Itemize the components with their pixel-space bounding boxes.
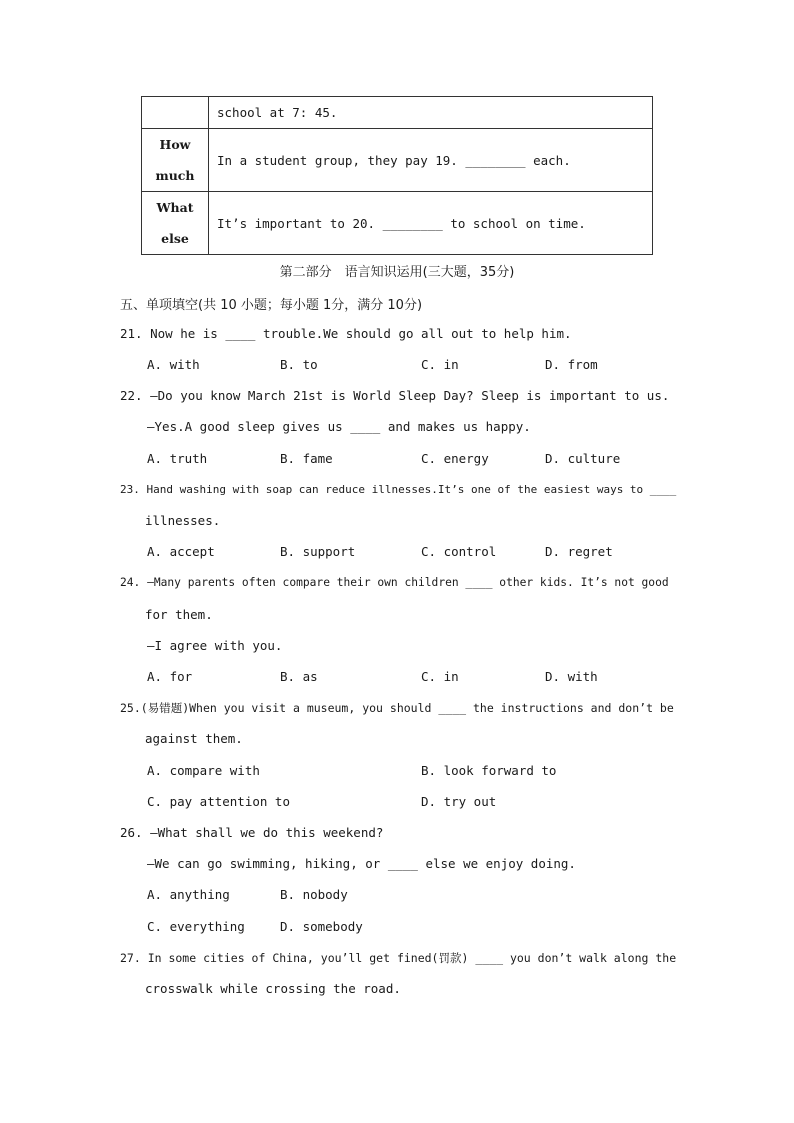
answer-blank-19: ________ [465, 152, 526, 168]
question-24-option-b: B. as [280, 669, 318, 684]
table-row-header: How much [142, 129, 209, 192]
cell-text-before: It’s important to 20. [217, 215, 383, 231]
question-25-option-d: D. try out [421, 794, 497, 809]
question-26-option-c: C. everything [147, 919, 245, 934]
table-row-header: What else [142, 192, 209, 255]
table-cell [209, 129, 653, 192]
question-24-line-2: for them. [145, 607, 213, 622]
question-23-option-c: C. control [421, 544, 497, 559]
question-22-option-a: A. truth [147, 451, 208, 466]
question-26-option-d: D. somebody [280, 919, 363, 934]
part-title: 第二部分 语言知识运用(三大题，35分) [279, 265, 515, 280]
question-26-line-2: —We can go swimming, hiking, or ____ else we enjoy doing. [147, 856, 576, 871]
question-26-line-1: 26. —What shall we do this weekend? [120, 825, 384, 840]
question-21-option-a: A. with [147, 357, 200, 372]
question-21-option-b: B. to [280, 357, 318, 372]
table-cell [209, 192, 653, 255]
info-table [141, 96, 653, 255]
question-27-line-1: 27. In some cities of China, you’ll get fined(罚款) ____ you don’t walk along the [120, 951, 677, 965]
question-25-line-2: against them. [145, 731, 243, 746]
cell-text-before: In a student group, they pay 19. [217, 152, 466, 168]
table-row [142, 192, 653, 255]
question-24-option-c: C. in [421, 669, 459, 684]
question-25-option-a: A. compare with [147, 763, 260, 778]
question-25-option-c: C. pay attention to [147, 794, 290, 809]
question-26-option-a: A. anything [147, 887, 230, 902]
question-21-line-1: 21. Now he is ____ trouble.We should go all out to help him. [120, 326, 572, 341]
table-row [142, 97, 653, 129]
question-22-line-1: 22. —Do you know March 21st is World Sleep Day? Sleep is important to us. [120, 388, 670, 403]
question-23-line-2: illnesses. [145, 513, 221, 528]
question-22-line-2: —Yes.A good sleep gives us ____ and makes us happy. [147, 419, 531, 434]
question-22-option-b: B. fame [280, 451, 333, 466]
question-26-option-b: B. nobody [280, 887, 348, 902]
cell-text-after: to school on time. [442, 215, 586, 231]
cell-text-after: each. [525, 152, 571, 168]
table-cell: school at 7: 45. [209, 97, 653, 129]
question-22-option-d: D. culture [545, 451, 621, 466]
question-21-option-c: C. in [421, 357, 459, 372]
section-title: 五、单项填空(共 10 小题；每小题 1分，满分 10分) [120, 298, 423, 313]
table-row-header [142, 97, 209, 129]
question-24-option-d: D. with [545, 669, 598, 684]
question-21-option-d: D. from [545, 357, 598, 372]
question-23-option-d: D. regret [545, 544, 613, 559]
question-23-option-a: A. accept [147, 544, 215, 559]
question-24-line-1: 24. —Many parents often compare their own children ____ other kids. It’s not good [120, 576, 669, 589]
question-23-option-b: B. support [280, 544, 356, 559]
question-22-option-c: C. energy [421, 451, 489, 466]
question-23-line-1: 23. Hand washing with soap can reduce illnesses.It’s one of the easiest ways to ____ [120, 483, 677, 496]
question-24-line-3: —I agree with you. [147, 638, 283, 653]
answer-blank-20: ________ [382, 215, 443, 231]
question-25-option-b: B. look forward to [421, 763, 557, 778]
table-row [142, 129, 653, 192]
question-24-option-a: A. for [147, 669, 193, 684]
question-25-line-1: 25.(易错题)When you visit a museum, you should ____ the instructions and don’t be [120, 701, 674, 715]
question-27-line-2: crosswalk while crossing the road. [145, 981, 401, 996]
